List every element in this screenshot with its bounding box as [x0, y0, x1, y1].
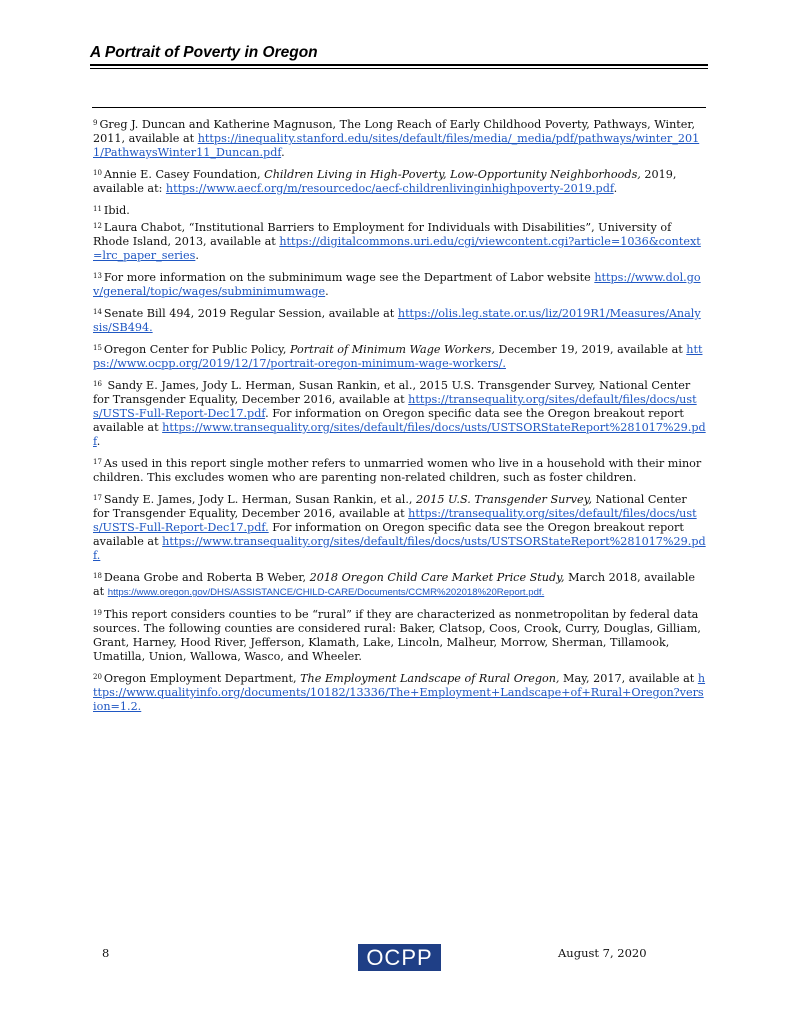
footnote-text: . For information on Oregon specific data see the Oregon breakout report available at: [93, 407, 684, 434]
footnote-text: This report considers counties to be “rural” if they are characterized as nonmetropolitan by federal data sources. The following counties are considered rural: Baker, Clatsop, Coos, Crook, Curry, Douglas, Gilliam, Grant, Harney, Hood River, Jefferson, Klamath, Lake, Lincoln, Malheur, Morrow, Sherman, Tillamook, Umatilla, Union, Wallowa, Wasco, and Wheeler.: [93, 608, 701, 663]
footnote-text: .: [96, 435, 101, 448]
footnote-text: Sandy E. James, Jody L. Herman, Susan Rankin, et al.,: [103, 493, 416, 506]
footnote-text: Ibid.: [103, 204, 130, 217]
footnote-text: 2019, available at:: [93, 168, 677, 195]
footnote-text: May, 2017, available at: [559, 672, 698, 685]
footnote-link[interactable]: https://www.transequality.org/sites/default/files/docs/usts/USTSORStateReport%281017%29.pdf.: [93, 535, 706, 562]
footnote-number: 20: [93, 673, 102, 681]
footnote-title: Children Living in High-Poverty, Low-Opportunity Neighborhoods,: [264, 168, 641, 181]
footnote: [93, 305, 706, 335]
footnote-number: 14: [93, 308, 102, 316]
running-header: A Portrait of Poverty in Oregon: [90, 44, 318, 61]
footnote-link[interactable]: https://www.transequality.org/sites/default/files/docs/usts/USTSORStateReport%281017%29.pdf: [93, 421, 706, 448]
footnote-link[interactable]: https://olis.leg.state.or.us/liz/2019R1/Measures/Analysis/SB494.: [93, 307, 701, 334]
footnote-text: For more information on the subminimum wage see the Department of Labor website: [103, 271, 595, 284]
footnote-link[interactable]: https://digitalcommons.uri.edu/cgi/viewcontent.cgi?article=1036&context=lrc_paper_series: [93, 235, 701, 262]
footnote-text: Deana Grobe and Roberta B Weber,: [103, 571, 310, 584]
footnote-text: Laura Chabot, “Institutional Barriers to Employment for Individuals with Disabilities”, University of Rhode Island, 2013, available at: [93, 221, 672, 248]
footnote-number: 19: [93, 609, 102, 617]
footnote-number: 12: [93, 222, 102, 230]
footnote-text: Oregon Center for Public Policy,: [103, 343, 290, 356]
footnote-link[interactable]: https://www.oregon.gov/DHS/ASSISTANCE/CHILD-CARE/Documents/CCMR%202018%20Report.pdf.: [107, 587, 545, 598]
footnote-number: 9: [93, 119, 98, 127]
footnote-link[interactable]: https://inequality.stanford.edu/sites/default/files/media/_media/pdf/pathways/winter_2011/PathwaysWinter11_Duncan.pdf: [93, 132, 700, 159]
footnote-title: 2015 U.S. Transgender Survey,: [416, 493, 593, 506]
footnote-text: Senate Bill 494, 2019 Regular Session, available at: [103, 307, 398, 320]
footer-date: August 7, 2020: [558, 946, 647, 960]
footnote-text: Annie E. Casey Foundation,: [103, 168, 265, 181]
footnote-text: For information on Oregon specific data see the Oregon breakout report available at: [93, 521, 684, 548]
footnote-title: The Employment Landscape of Rural Oregon,: [300, 672, 560, 685]
footnote-link[interactable]: https://www.qualityinfo.org/documents/10182/13336/The+Employment+Landscape+of+Rural+Oregon?version=1.2.: [93, 672, 706, 713]
footnote-number: 17: [93, 494, 102, 502]
footnote-text: .: [613, 182, 618, 195]
page-number: 8: [102, 946, 110, 960]
footnote: [93, 569, 706, 600]
footnote-number: 10: [93, 169, 102, 177]
footnote-text: .: [325, 285, 329, 298]
ocpp-logo: OCPP: [358, 944, 441, 971]
footnote: [93, 202, 706, 218]
footnote: [93, 166, 706, 196]
footnote-number: 16: [93, 380, 102, 388]
footnote-text: December 19, 2019, available at: [494, 343, 687, 356]
footnote: [93, 491, 706, 563]
footnote-text: March 2018, available at: [93, 571, 696, 598]
footnote: [93, 377, 706, 449]
footnote-link[interactable]: https://www.ocpp.org/2019/12/17/portrait-oregon-minimum-wage-workers/.: [93, 343, 703, 370]
footnote-text: As used in this report single mother refers to unmarried women who live in a household with their minor children. This excludes women who are parenting non-related children, such as foster children.: [93, 457, 702, 484]
footnote: [93, 606, 706, 664]
footnote: [93, 670, 706, 714]
footnote-number: 11: [93, 205, 102, 213]
footnote: [93, 455, 706, 485]
footnote: [93, 341, 706, 371]
footnote-number: 13: [93, 272, 102, 280]
footnote-text: Oregon Employment Department,: [103, 672, 301, 685]
footnote-link[interactable]: https://www.aecf.org/m/resourcedoc/aecf-childrenlivinginhighpoverty-2019.pdf: [165, 182, 614, 195]
footnote-text: .: [281, 146, 285, 159]
footnote: [93, 219, 706, 263]
footnote-title: Portrait of Minimum Wage Workers,: [289, 343, 495, 356]
footnotes-list: [93, 116, 706, 720]
header-rule: [90, 64, 708, 69]
footnote-separator: [92, 107, 706, 108]
footnote-title: 2018 Oregon Child Care Market Price Study,: [309, 571, 565, 584]
footnote: [93, 269, 706, 299]
footnote-number: 15: [93, 344, 102, 352]
footnote-text: Sandy E. James, Jody L. Herman, Susan Rankin, et al., 2015 U.S. Transgender Survey, National Center for Transgender Equality, December 2016, available at: [93, 379, 691, 406]
footnote-text: National Center for Transgender Equality, December 2016, available at: [93, 493, 687, 520]
footnote-text: .: [195, 249, 199, 262]
footnote-number: 18: [93, 572, 102, 580]
footnote: [93, 116, 706, 160]
footnote-link[interactable]: https://transequality.org/sites/default/files/docs/usts/USTS-Full-Report-Dec17.pdf.: [93, 507, 697, 534]
footnote-link[interactable]: https://www.dol.gov/general/topic/wages/subminimumwage: [93, 271, 701, 298]
footnote-link[interactable]: https://transequality.org/sites/default/files/docs/usts/USTS-Full-Report-Dec17.pdf: [93, 393, 697, 420]
footnote-text: Greg J. Duncan and Katherine Magnuson, The Long Reach of Early Childhood Poverty, Pathways, Winter, 2011, available at: [93, 118, 696, 145]
footnote-number: 17: [93, 458, 102, 466]
